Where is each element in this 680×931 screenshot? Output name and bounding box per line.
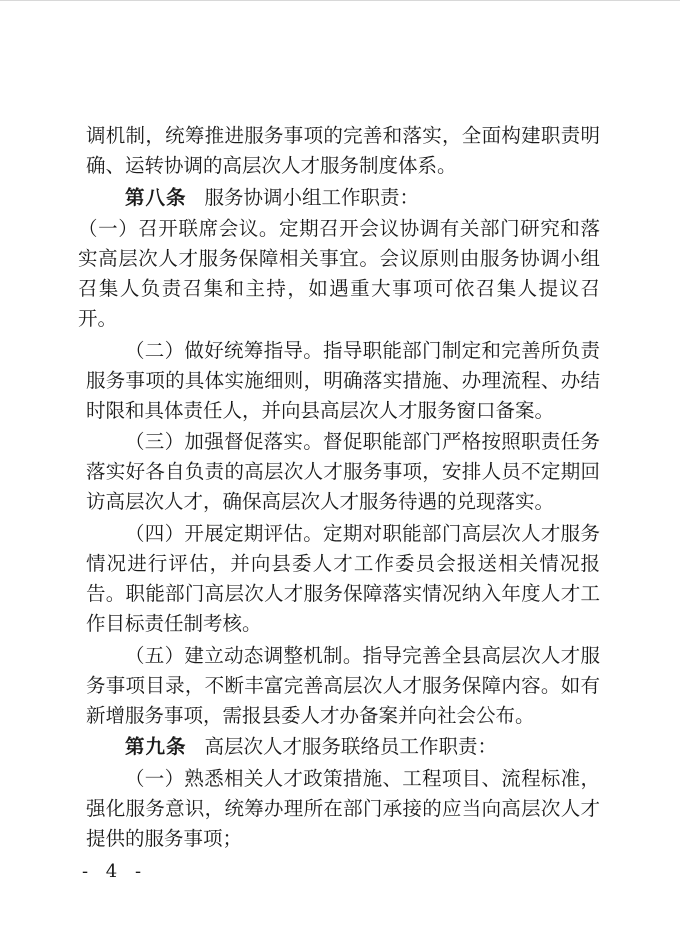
article-9-label: 第九条 xyxy=(125,735,187,759)
article-8-item-2: （二）做好统筹指导。指导职能部门制定和完善所负责服务事项的具体实施细则，明确落实措施、办理流程、办结时限和具体责任人，并向县高层次人才服务窗口备案。 xyxy=(86,338,600,422)
paragraph-continuation: 调机制，统筹推进服务事项的完善和落实，全面构建职责明确、运转协调的高层次人才服务制度体系。 xyxy=(86,124,600,177)
article-9-item-1: （一）熟悉相关人才政策措施、工程项目、流程标准，强化服务意识，统筹办理所在部门承接的应当向高层次人才提供的服务事项； xyxy=(86,766,600,850)
article-8-item-4: （四）开展定期评估。定期对职能部门高层次人才服务情况进行评估，并向县委人才工作委员会报送相关情况报告。职能部门高层次人才服务保障落实情况纳入年度人才工作目标责任制考核。 xyxy=(86,521,600,635)
document-body xyxy=(78,121,600,855)
article-8-item-1: （一）召开联席会议。定期召开会议协调有关部门研究和落实高层次人才服务保障相关事宜。会议原则由服务协调小组召集人负责召集和主持，如遇重大事项可依召集人提议召开。 xyxy=(78,217,600,331)
article-8-heading xyxy=(86,183,600,213)
page-number: - 4 - xyxy=(82,861,148,882)
article-8-item-3: （三）加强督促落实。督促职能部门严格按照职责任务落实好各自负责的高层次人才服务事项，安排人员不定期回访高层次人才，确保高层次人才服务待遇的兑现落实。 xyxy=(86,430,600,514)
article-8-label: 第八条 xyxy=(125,185,187,209)
article-9-title: 高层次人才服务联络员工作职责： xyxy=(204,735,498,759)
article-9-heading xyxy=(86,732,600,762)
article-8-title: 服务协调小组工作职责： xyxy=(204,185,420,209)
article-8-item-5: （五）建立动态调整机制。指导完善全县高层次人才服务事项目录，不断丰富完善高层次人才服务保障内容。如有新增服务事项，需报县委人才办备案并向社会公布。 xyxy=(86,643,600,727)
